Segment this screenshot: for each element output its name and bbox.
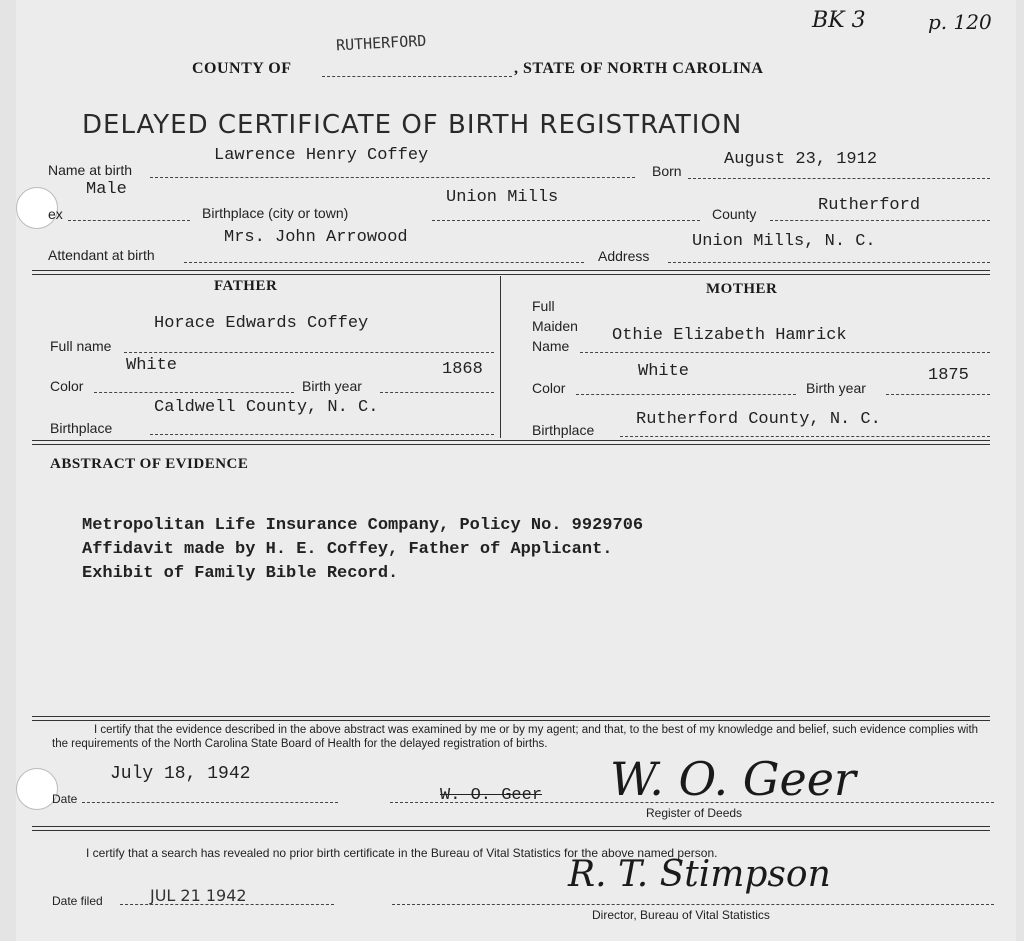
county-stamp: RUTHERFORD [335,31,427,55]
born-date: August 23, 1912 [724,150,878,169]
book-annotation: BK 3 [812,8,866,33]
name-at-birth-label: Name at birth [48,162,133,178]
date-filed-label: Date filed [52,894,103,908]
mother-name-label-name: Name [532,338,570,354]
father-name: Horace Edwards Coffey [154,314,369,333]
mother-birth-year-label: Birth year [806,380,866,396]
county-label: COUNTY OF [192,60,292,77]
father-birthplace-label: Birthplace [50,420,113,436]
address-line [668,262,990,263]
child-name: Lawrence Henry Coffey [214,146,429,165]
mother-heading: MOTHER [706,281,778,297]
address-value: Union Mills, N. C. [692,232,876,251]
director-signature: R. T. Stimpson [568,854,831,895]
divider-top [32,270,990,271]
certification-text: I certify that the evidence described in the above abstract was examined by me or by my agent; and that, to the best of my knowledge and belief, such evidence complies with the requirements of the North Carolina State Board of Health for the delayed registration of births. [52,724,979,750]
certification-date-line [82,802,338,803]
register-title: Register of Deeds [646,806,743,820]
father-name-label: Full name [50,338,112,354]
mother-name-label-full: Full [532,298,555,314]
address-label: Address [598,248,650,264]
evidence-line-1: Metropolitan Life Insurance Company, Policy No. 9929706 [82,516,644,535]
divider-top-2 [32,274,990,275]
mother-birth-year-line [886,394,990,395]
name-line [150,177,635,178]
father-color-line [94,392,294,393]
mother-name-line [580,352,990,353]
divider-middle-2 [32,444,990,445]
certification-date-label: Date [52,792,78,806]
mother-birthplace: Rutherford County, N. C. [636,410,881,429]
father-birthplace: Caldwell County, N. C. [154,398,379,417]
divider-certification-2 [32,720,990,721]
county-field-line [770,220,990,221]
state-label: , STATE OF NORTH CAROLINA [514,60,764,77]
divider-middle [32,440,990,441]
birthplace-value: Union Mills [446,188,559,207]
mother-color-line [576,394,796,395]
certificate-title: DELAYED CERTIFICATE OF BIRTH REGISTRATION [82,110,743,140]
mother-name-label-maiden: Maiden [532,318,578,334]
county-field-label: County [712,206,757,222]
director-title: Director, Bureau of Vital Statistics [592,908,770,922]
sex-label: ex [48,206,63,222]
father-birth-year: 1868 [442,360,483,379]
father-birth-year-label: Birth year [302,378,362,394]
father-color-label: Color [50,378,84,394]
county-field-value: Rutherford [818,196,921,215]
born-line [688,178,990,179]
sex-value: Male [86,180,127,199]
mother-color-label: Color [532,380,566,396]
sex-line [68,220,190,221]
evidence-heading: ABSTRACT OF EVIDENCE [50,456,249,472]
certification-date: July 18, 1942 [110,764,251,784]
certification-typed-name: W. O. Geer [440,786,543,805]
father-birthplace-line [150,434,494,435]
register-signature-line [390,802,994,803]
director-signature-line [392,904,994,905]
parent-divider [500,276,501,438]
mother-birth-year: 1875 [928,366,969,385]
attendant-line [184,262,584,263]
county-line [322,76,512,77]
evidence-line-2: Affidavit made by H. E. Coffey, Father of Applicant. [82,540,613,559]
father-name-line [124,352,494,353]
birthplace-line [432,220,700,221]
father-heading: FATHER [214,278,278,294]
attendant-value: Mrs. John Arrowood [224,228,408,247]
mother-color: White [638,362,690,381]
attendant-label: Attendant at birth [48,247,155,263]
bureau-text: I certify that a search has revealed no prior birth certificate in the Bureau of Vital Statistics for the above named person. [86,846,718,860]
date-filed-stamp: JUL 21 1942 [150,886,247,905]
born-label: Born [652,163,682,179]
divider-bureau-2 [32,830,990,831]
birthplace-label: Birthplace (city or town) [202,205,349,221]
mother-birthplace-line [620,436,990,437]
page-annotation: p. 120 [928,10,992,34]
register-signature: W. O. Geer [610,752,856,806]
father-birth-year-line [380,392,494,393]
father-color: White [126,356,178,375]
evidence-line-3: Exhibit of Family Bible Record. [82,564,399,583]
mother-birthplace-label: Birthplace [532,422,595,438]
divider-certification [32,716,990,717]
mother-name: Othie Elizabeth Hamrick [612,326,847,345]
divider-bureau [32,826,990,827]
date-filed-line [120,904,334,905]
